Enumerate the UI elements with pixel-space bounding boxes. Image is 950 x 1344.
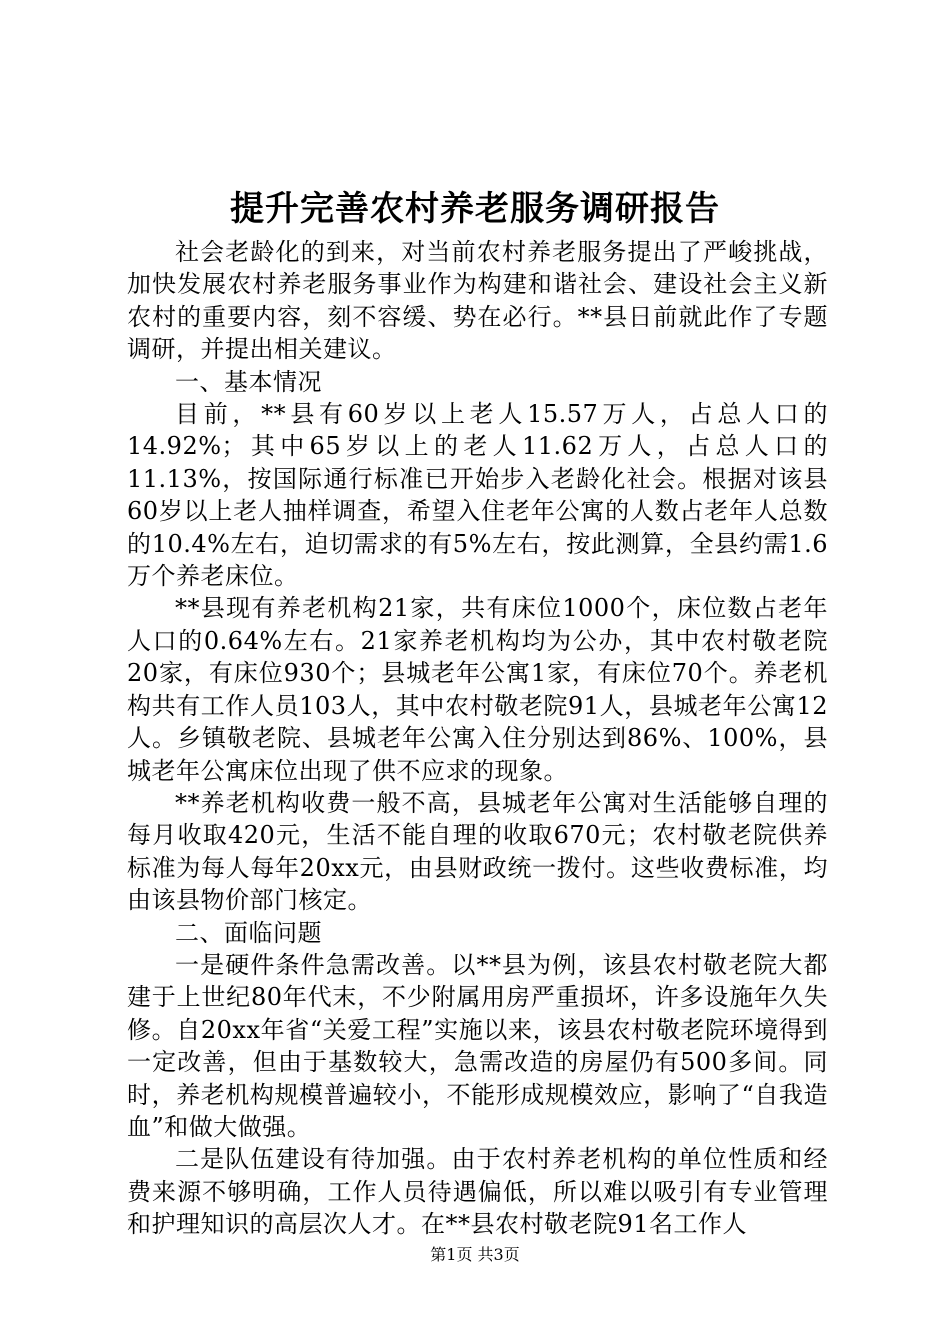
page-footer: 第1页 共3页 xyxy=(430,1245,520,1264)
paragraph-institutions: **县现有养老机构21家，共有床位1000个，床位数占老年人口的0.64%左右。21家养老机构均为公办，其中农村敬老院20家，有床位930个；县城老年公寓1家，有床位70个。养老机构共有工作人员103人，其中农村敬老院91人，县城老年公寓12人。乡镇敬老院、县城老年公寓入住分别达到86%、100%，县城老年公寓床位出现了供不应求的现象。 xyxy=(127,594,828,785)
section-heading-basic-situation: 一、基本情况 xyxy=(175,367,322,396)
paragraph-intro: 社会老龄化的到来，对当前农村养老服务提出了严峻挑战，加快发展农村养老服务事业作为构建和谐社会、建设社会主义新农村的重要内容，刻不容缓、势在必行。**县日前就此作了专题调研，并提出相关建议。 xyxy=(127,238,828,364)
paragraph-hardware: 一是硬件条件急需改善。以**县为例，该县农村敬老院大都建于上世纪80年代末，不少附属用房严重损坏，许多设施年久失修。自20xx年省“关爱工程”实施以来，该县农村敬老院环境得到一定改善，但由于基数较大，急需改造的房屋仍有500多间。同时，养老机构规模普遍较小，不能形成规模效应，影响了“自我造血”和做大做强。 xyxy=(127,950,828,1141)
paragraph-fees: **养老机构收费一般不高，县城老年公寓对生活能够自理的每月收取420元，生活不能自理的收取670元；农村敬老院供养标准为每人每年20xx元，由县财政统一拨付。这些收费标准，均由该县物价部门核定。 xyxy=(127,788,828,915)
paragraph-staffing: 二是队伍建设有待加强。由于农村养老机构的单位性质和经费来源不够明确，工作人员待遇偏低，所以难以吸引有专业管理和护理知识的高层次人才。在**县农村敬老院91名工作人 xyxy=(127,1145,828,1239)
document-body xyxy=(127,236,828,1241)
section-heading-problems: 二、面临问题 xyxy=(175,918,322,947)
document-title: 提升完善农村养老服务调研报告 xyxy=(230,189,720,229)
paragraph-population: 目前，**县有60岁以上老人15.57万人，占总人口的14.92%；其中65岁以上的老人11.62万人，占总人口的11.13%，按国际通行标准已开始步入老龄化社会。根据对该县60岁以上老人抽样调查，希望入住老年公寓的人数占老年人总数的10.4%左右，迫切需求的有5%左右，按此测算，全县约需1.6万个养老床位。 xyxy=(127,400,828,591)
